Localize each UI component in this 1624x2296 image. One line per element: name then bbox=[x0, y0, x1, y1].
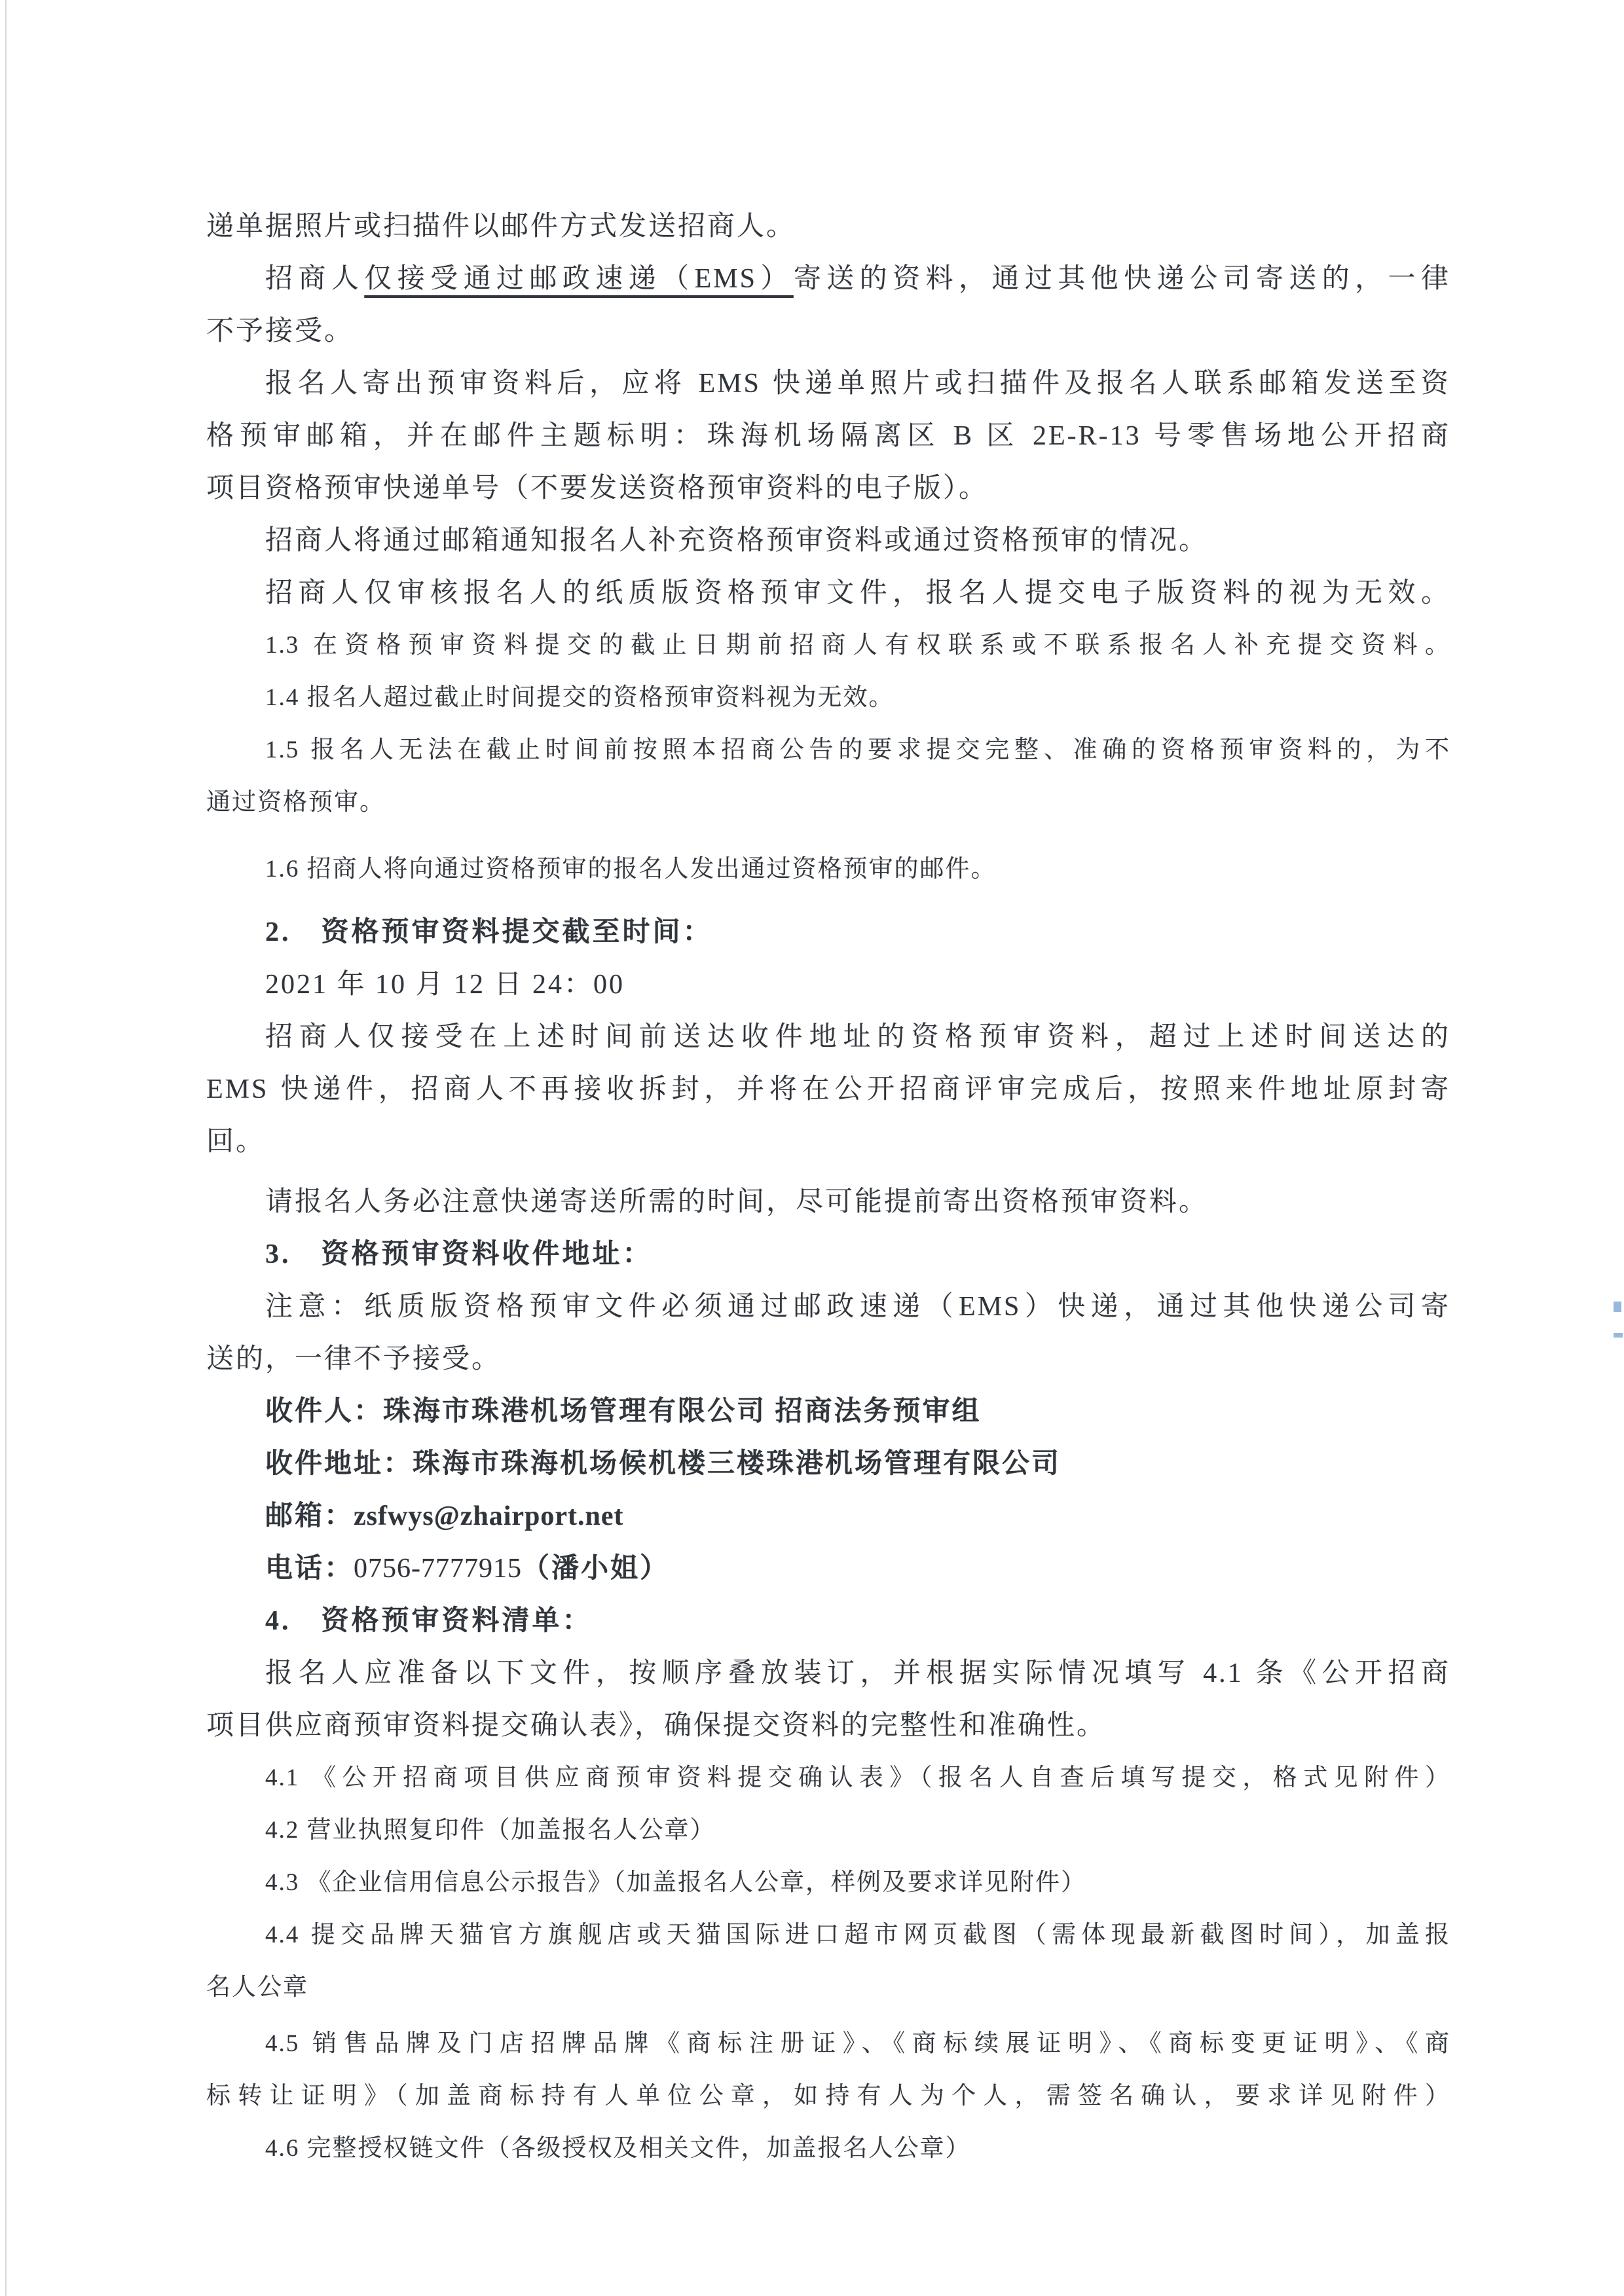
text-run: 项目供应商预审资料提交确认表》，确保提交资料的完整性和准确性。 bbox=[206, 1711, 1107, 1741]
text-run: 4.2 营业执照复印件（加盖报名人公章） bbox=[265, 1817, 716, 1844]
text-line bbox=[206, 1647, 1450, 1700]
text-line bbox=[206, 1116, 1450, 1168]
text-line bbox=[206, 672, 1450, 724]
text-line bbox=[206, 1385, 1450, 1438]
text-line bbox=[206, 776, 1450, 829]
text-run: 2. 资格预审资料提交截至时间： bbox=[265, 917, 713, 947]
text-run: 4.1 《公开招商项目供应商预审资料提交确认表》（报名人自查后填写提交，格式见附件） bbox=[265, 1764, 1450, 1791]
text-line bbox=[206, 1063, 1450, 1116]
text-line bbox=[206, 1490, 1450, 1542]
text-line bbox=[206, 906, 1450, 958]
text-line bbox=[206, 1333, 1450, 1385]
text-run: 4.5 销售品牌及门店招牌品牌《商标注册证》、《商标续展证明》、《商标变更证明》、《商 bbox=[265, 2030, 1450, 2057]
text-line bbox=[206, 1595, 1450, 1647]
text-run: 报名人寄出预审资料后，应将 EMS 快递单照片或扫描件及报名人联系邮箱发送至资 bbox=[265, 369, 1450, 399]
text-run: 1.4 报名人超过截止时间提交的资格预审资料视为无效。 bbox=[265, 684, 895, 711]
text-run: 2021 年 10 月 12 日 24：00 bbox=[265, 970, 625, 1000]
text-line bbox=[206, 305, 1450, 357]
text-line bbox=[206, 2123, 1450, 2175]
text-run: 递单据照片或扫描件以邮件方式发送招商人。 bbox=[206, 211, 796, 242]
text-line bbox=[206, 1857, 1450, 1909]
email-address: zsfwys@zhairport.net bbox=[354, 1501, 624, 1531]
text-line bbox=[206, 357, 1450, 410]
text-line bbox=[206, 1438, 1450, 1490]
text-run: 报名人应准备以下文件，按顺序叠放装订，并根据实际情况填写 4.1 条《公开招商 bbox=[265, 1658, 1450, 1688]
underlined-text: 仅接受通过邮政速递（EMS） bbox=[364, 264, 794, 294]
text-run: 名人公章 bbox=[206, 1974, 308, 2001]
text-line bbox=[206, 200, 1450, 253]
text-run: 招商人仅接受在上述时间前送达收件地址的资格预审资料，超过上述时间送达的 bbox=[265, 1022, 1450, 1052]
text-line bbox=[206, 567, 1450, 619]
text-line bbox=[206, 1804, 1450, 1857]
text-line bbox=[206, 1700, 1450, 1752]
text-line bbox=[206, 462, 1450, 515]
scan-speck bbox=[1614, 1333, 1623, 1338]
text-run: 送的，一律不予接受。 bbox=[206, 1344, 502, 1374]
text-line bbox=[206, 1961, 1450, 2014]
text-line bbox=[206, 253, 1450, 305]
text-line bbox=[206, 2018, 1450, 2070]
text-run: 4.3 《企业信用信息公示报告》（加盖报名人公章，样例及要求详见附件） bbox=[265, 1869, 1086, 1896]
text-run: 请报名人务必注意快递寄送所需的时间，尽可能提前寄出资格预审资料。 bbox=[265, 1187, 1209, 1217]
text-run: 收件地址：珠海市珠海机场候机楼三楼珠港机场管理有限公司 bbox=[265, 1449, 1061, 1479]
text-run: EMS 快递件，招商人不再接收拆封，并将在公开招商评审完成后，按照来件地址原封寄 bbox=[206, 1074, 1450, 1104]
text-line bbox=[206, 1176, 1450, 1228]
text-run: 收件人：珠海市珠港机场管理有限公司 招商法务预审组 bbox=[265, 1396, 982, 1427]
text-run: 格预审邮箱，并在邮件主题标明：珠海机场隔离区 B 区 2E-R-13 号零售场地公开招商 bbox=[206, 421, 1450, 451]
text-line bbox=[206, 1011, 1450, 1063]
text-line bbox=[206, 958, 1450, 1011]
text-run: 注意：纸质版资格预审文件必须通过邮政速递（EMS）快递，通过其他快递公司寄 bbox=[265, 1292, 1450, 1322]
text-run: 招商人将通过邮箱通知报名人补充资格预审资料或通过资格预审的情况。 bbox=[265, 526, 1209, 556]
text-run: 邮箱： bbox=[265, 1501, 354, 1531]
text-run: 项目资格预审快递单号（不要发送资格预审资料的电子版）。 bbox=[206, 473, 989, 503]
text-run: 1.5 报名人无法在截止时间前按照本招商公告的要求提交完整、准确的资格预审资料的，为不 bbox=[265, 737, 1450, 763]
scan-edge-line bbox=[5, 0, 7, 2296]
text-line bbox=[206, 2070, 1450, 2123]
text-run: 招商人 bbox=[265, 264, 365, 294]
text-run: 4.4 提交品牌天猫官方旗舰店或天猫国际进口超市网页截图（需体现最新截图时间），加盖报 bbox=[265, 1922, 1450, 1948]
text-line bbox=[206, 1228, 1450, 1281]
text-line bbox=[206, 843, 1450, 896]
text-line bbox=[206, 724, 1450, 776]
text-run: 标转让证明》（加盖商标持有人单位公章，如持有人为个人，需签名确认，要求详见附件） bbox=[206, 2083, 1450, 2109]
document-page-text bbox=[206, 200, 1450, 2175]
text-run: 招商人仅审核报名人的纸质版资格预审文件，报名人提交电子版资料的视为无效。 bbox=[265, 578, 1450, 608]
text-run: 4.6 完整授权链文件（各级授权及相关文件，加盖报名人公章） bbox=[265, 2135, 971, 2162]
text-run: 回。 bbox=[206, 1127, 266, 1157]
text-line bbox=[206, 1909, 1450, 1961]
text-run: 寄送的资料，通过其他快递公司寄送的，一律 bbox=[793, 264, 1450, 294]
text-run: 1.3 在资格预审资料提交的截止日期前招商人有权联系或不联系报名人补充提交资料。 bbox=[265, 632, 1450, 659]
text-run: 通过资格预审。 bbox=[206, 789, 385, 816]
text-line bbox=[206, 410, 1450, 462]
text-line bbox=[206, 619, 1450, 672]
text-line bbox=[206, 1542, 1450, 1595]
text-run: （潘小姐） bbox=[522, 1554, 670, 1584]
text-line bbox=[206, 1281, 1450, 1333]
text-run: 不予接受。 bbox=[206, 316, 354, 346]
text-line bbox=[206, 515, 1450, 567]
text-run: 1.6 招商人将向通过资格预审的报名人发出通过资格预审的邮件。 bbox=[265, 856, 997, 883]
text-run: 3. 资格预审资料收件地址： bbox=[265, 1239, 653, 1269]
text-run: 电话： bbox=[265, 1554, 354, 1584]
scan-speck bbox=[1614, 1302, 1621, 1312]
text-run: 4. 资格预审资料清单： bbox=[265, 1606, 593, 1636]
phone-number: 0756-7777915 bbox=[354, 1554, 523, 1584]
text-line bbox=[206, 1752, 1450, 1804]
